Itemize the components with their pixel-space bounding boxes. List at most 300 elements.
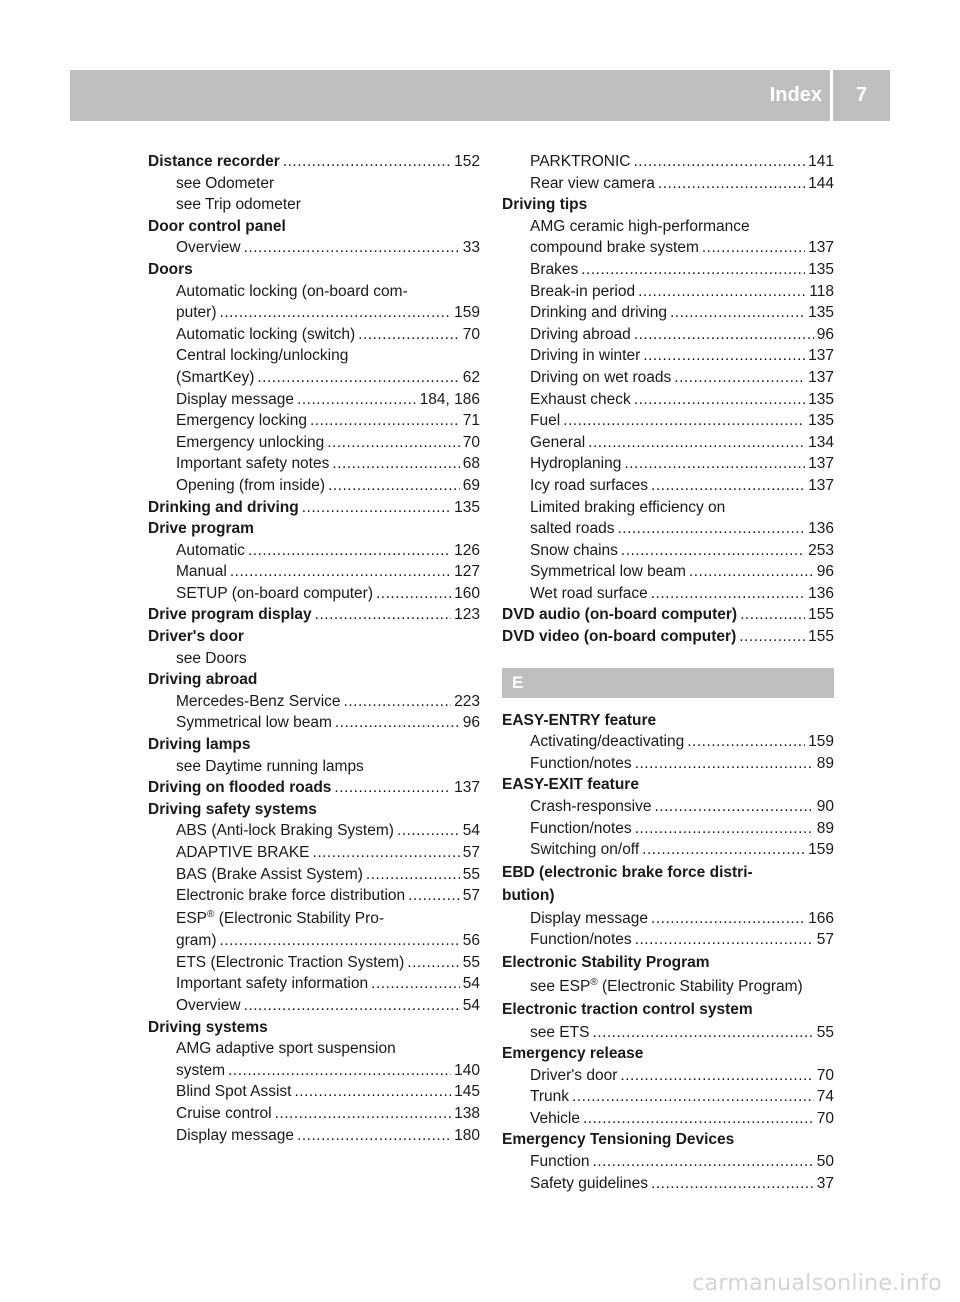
index-subentry <box>502 389 834 411</box>
entry-text: SETUP (on-board computer) <box>176 584 373 602</box>
entry-label <box>530 1173 648 1195</box>
entry-text: compound brake system <box>530 239 699 257</box>
entry-label <box>176 1060 225 1082</box>
index-subentry <box>502 1151 834 1173</box>
index-entry <box>502 626 834 648</box>
registered-mark: ® <box>207 908 215 920</box>
entry-text: Driving lamps <box>148 736 251 754</box>
dot-leader <box>643 345 805 367</box>
entry-text: ETS (Electronic Traction System) <box>176 953 405 971</box>
index-subentry <box>502 561 834 583</box>
entry-label <box>530 1151 589 1173</box>
entry-text: Automatic <box>176 541 245 559</box>
entry-label <box>148 669 257 691</box>
entry-text: EASY-EXIT feature <box>502 776 639 794</box>
entry-label <box>530 518 614 540</box>
entry-text: Trunk <box>530 1088 570 1106</box>
entry-text: Symmetrical low beam <box>530 563 686 581</box>
entry-label <box>148 1017 268 1039</box>
index-subentry <box>148 864 480 886</box>
page-reference: 70 <box>462 433 480 451</box>
index-subentry <box>502 345 834 367</box>
page-reference: 137 <box>808 476 834 494</box>
index-entry <box>502 710 834 732</box>
entry-label <box>148 216 286 238</box>
entry-label <box>530 561 686 583</box>
page-reference: 135 <box>808 390 834 408</box>
dot-leader <box>740 604 805 626</box>
entry-text: Blind Spot Assist <box>176 1083 292 1101</box>
page-reference: 54 <box>462 822 480 840</box>
entry-label <box>176 973 368 995</box>
dot-leader <box>588 432 805 454</box>
index-subentry <box>148 1060 480 1082</box>
page-reference: 37 <box>816 1174 834 1192</box>
entry-text: Function/notes <box>530 931 632 949</box>
entry-text: DVD audio (on-board computer) <box>502 606 738 624</box>
index-subentry <box>502 908 834 930</box>
index-entry <box>502 604 834 626</box>
entry-label <box>176 345 348 367</box>
entry-label <box>148 518 254 540</box>
entry-label <box>176 885 405 907</box>
index-subentry <box>148 324 480 346</box>
entry-text: AMG adaptive sport suspension <box>176 1040 396 1058</box>
page-reference: 54 <box>462 975 480 993</box>
index-subentry <box>148 952 480 974</box>
page-reference: 70 <box>462 325 480 343</box>
dot-leader <box>572 1086 814 1108</box>
entry-text: EBD (electronic brake force distri- <box>502 863 753 881</box>
index-entry <box>502 1129 834 1151</box>
index-subentry <box>502 929 834 951</box>
page-number: 7 <box>855 84 868 106</box>
index-subentry <box>148 820 480 842</box>
page-reference: 135 <box>808 260 834 278</box>
dot-leader <box>635 818 814 840</box>
index-subentry <box>502 975 834 999</box>
index-entry <box>148 259 480 281</box>
dot-leader <box>651 1173 814 1195</box>
entry-text: Function/notes <box>530 819 632 837</box>
index-subentry <box>148 410 480 432</box>
entry-label <box>502 604 737 626</box>
page-reference: 57 <box>462 844 480 861</box>
page-reference: 57 <box>816 931 834 949</box>
index-entry <box>148 734 480 756</box>
entry-text: Electronic traction control system <box>502 1001 753 1018</box>
entry-label <box>530 1022 589 1044</box>
page-reference: 137 <box>808 368 834 386</box>
index-subentry <box>502 518 834 540</box>
index-subentry <box>502 1173 834 1195</box>
entry-label <box>176 842 310 864</box>
entry-text: Display message <box>176 390 295 408</box>
entry-label <box>176 302 217 324</box>
index-subentry <box>502 753 834 775</box>
entry-label <box>530 975 803 999</box>
dot-leader <box>228 1060 451 1082</box>
entry-label <box>176 432 324 454</box>
page-reference: 137 <box>808 239 834 257</box>
entry-label <box>530 367 671 389</box>
entry-text: Safety guidelines <box>530 1174 649 1192</box>
entry-label <box>176 540 245 562</box>
entry-label <box>176 194 301 216</box>
dot-leader <box>638 281 806 303</box>
entry-label <box>530 540 618 562</box>
entry-text: Doors <box>148 260 193 278</box>
index-subentry <box>148 907 480 931</box>
entry-text: DVD video (on-board computer) <box>502 628 737 646</box>
dot-leader <box>310 410 460 432</box>
page-reference: 134 <box>808 433 834 451</box>
section-header <box>502 668 834 698</box>
entry-text: Icy road surfaces <box>530 476 649 494</box>
entry-text: Fuel <box>530 412 561 430</box>
entry-text: Display message <box>530 909 649 927</box>
dot-leader <box>366 864 460 886</box>
index-entry <box>502 998 834 1022</box>
index-subentry <box>502 367 834 389</box>
page-reference: 166 <box>808 909 834 927</box>
entry-text: Drinking and driving <box>530 304 667 322</box>
index-subentry <box>502 259 834 281</box>
index-entry <box>148 216 480 238</box>
entry-label <box>530 1065 617 1087</box>
entry-label <box>530 908 648 930</box>
entry-text-cont: (Electronic Stability Program) <box>597 977 803 995</box>
page-reference: 159 <box>454 304 480 322</box>
entry-label <box>530 324 631 346</box>
dot-leader <box>408 885 460 907</box>
index-subentry <box>148 842 480 864</box>
entry-text: Function/notes <box>530 754 632 772</box>
page-reference: 89 <box>816 819 834 837</box>
page-reference: 145 <box>454 1083 480 1101</box>
entry-text: Hydroplaning <box>530 455 622 473</box>
index-entry <box>502 861 834 885</box>
index-entry <box>502 194 834 216</box>
entry-text: Break-in period <box>530 282 636 300</box>
page-reference: 253 <box>808 541 834 559</box>
entry-label <box>176 1103 272 1125</box>
header-title: Index <box>769 84 822 106</box>
entry-text: Electronic brake force distribution <box>176 887 406 905</box>
entry-label <box>530 497 725 519</box>
dot-leader <box>621 540 805 562</box>
entry-label <box>530 731 684 753</box>
page-reference: 62 <box>462 368 480 386</box>
entry-label <box>530 259 578 281</box>
dot-leader <box>335 712 460 734</box>
dot-leader <box>376 583 451 605</box>
page-reference: 33 <box>462 239 480 257</box>
dot-leader <box>581 259 805 281</box>
index-subentry <box>148 930 480 952</box>
index-subentry <box>148 1081 480 1103</box>
page-reference: 144 <box>808 174 834 192</box>
registered-mark: ® <box>590 976 598 988</box>
page-reference: 96 <box>816 325 834 343</box>
page-reference: 50 <box>816 1153 834 1171</box>
entry-label <box>530 796 651 818</box>
index-subentry <box>502 410 834 432</box>
page-reference: 137 <box>808 347 834 365</box>
entry-text: Driver's door <box>148 628 244 646</box>
entry-label <box>502 998 753 1022</box>
dot-leader <box>670 302 805 324</box>
dot-leader <box>294 1081 451 1103</box>
entry-label <box>148 734 251 756</box>
entry-text: Switching on/off <box>530 841 640 859</box>
index-subentry <box>502 237 834 259</box>
page-reference: 140 <box>454 1061 480 1079</box>
page-reference: 68 <box>462 455 480 473</box>
entry-label <box>176 324 355 346</box>
index-subentry <box>148 432 480 454</box>
index-subentry <box>502 1108 834 1130</box>
page-reference: 141 <box>808 153 834 170</box>
index-entry <box>148 626 480 648</box>
index-entry <box>148 799 480 821</box>
index-subentry <box>502 302 834 324</box>
page-reference: 90 <box>816 798 834 816</box>
dot-leader <box>651 583 805 605</box>
index-subentry <box>148 302 480 324</box>
entry-text: gram) <box>176 932 217 950</box>
entry-label <box>176 864 363 886</box>
dot-leader <box>620 1065 813 1087</box>
entry-text: see Odometer <box>176 174 275 192</box>
index-entry <box>148 604 480 626</box>
entry-text: Overview <box>176 239 241 257</box>
index-subentry <box>148 885 480 907</box>
entry-text: Brakes <box>530 260 579 278</box>
entry-label <box>176 1081 291 1103</box>
page-reference: 138 <box>454 1105 480 1123</box>
entry-text: see ETS <box>530 1023 590 1041</box>
entry-label <box>148 604 312 626</box>
dot-leader <box>244 237 460 259</box>
entry-label <box>176 281 408 303</box>
entry-text: PARKTRONIC <box>530 153 631 170</box>
page-reference: 223 <box>454 692 480 710</box>
entry-label <box>502 1043 643 1065</box>
index-subentry <box>502 839 834 861</box>
entry-label <box>176 952 404 974</box>
dot-leader <box>313 842 460 864</box>
index-subentry <box>502 453 834 475</box>
page-reference: 136 <box>808 520 834 538</box>
index-entry <box>502 951 834 975</box>
entry-text: Drinking and driving <box>148 498 299 516</box>
entry-text: EASY-ENTRY feature <box>502 711 657 729</box>
entry-text: salted roads <box>530 520 615 538</box>
entry-text: Driving safety systems <box>148 800 317 818</box>
entry-label <box>148 799 317 821</box>
dot-leader <box>634 324 814 346</box>
entry-text: Driving abroad <box>148 671 258 689</box>
entry-text: Distance recorder <box>148 153 280 170</box>
page-reference: 159 <box>808 841 834 859</box>
dot-leader <box>634 389 805 411</box>
index-subentry <box>502 796 834 818</box>
entry-text: Vehicle <box>530 1109 580 1127</box>
index-subentry <box>502 216 834 238</box>
entry-label <box>502 884 555 908</box>
page-reference: 96 <box>462 714 480 732</box>
index-subentry <box>148 194 480 216</box>
entry-text: Door control panel <box>148 217 286 235</box>
entry-label <box>530 818 632 840</box>
entry-text: Drive program display <box>148 606 312 624</box>
dot-leader <box>617 518 805 540</box>
entry-text: Electronic Stability Program <box>502 954 710 971</box>
page-reference: 160 <box>454 584 480 602</box>
page-reference: 56 <box>462 932 480 950</box>
dot-leader <box>332 453 459 475</box>
entry-label <box>176 995 241 1017</box>
entry-text: Driving tips <box>502 196 588 214</box>
index-subentry <box>502 1022 834 1044</box>
index-entry <box>148 669 480 691</box>
entry-label <box>148 777 331 799</box>
entry-label <box>530 151 630 173</box>
entry-text: see ESP <box>530 977 591 995</box>
entry-text: Opening (from inside) <box>176 476 326 494</box>
entry-label <box>530 453 621 475</box>
index-entry <box>148 497 480 519</box>
index-subentry <box>148 583 480 605</box>
index-subentry <box>502 540 834 562</box>
entry-text: Symmetrical low beam <box>176 714 332 732</box>
entry-text: Driving on flooded roads <box>148 779 332 797</box>
index-subentry <box>148 237 480 259</box>
dot-leader <box>592 1151 813 1173</box>
index-subentry <box>148 281 480 303</box>
dot-leader <box>702 237 805 259</box>
entry-text: Rear view camera <box>530 174 655 192</box>
entry-label <box>176 930 216 952</box>
index-entry <box>148 777 480 799</box>
entry-text: ABS (Anti-lock Braking System) <box>176 822 394 840</box>
entry-label <box>502 626 736 648</box>
index-subentry <box>148 648 480 670</box>
entry-label <box>176 1038 396 1060</box>
index-subentry <box>148 453 480 475</box>
entry-label <box>176 691 341 713</box>
entry-label <box>176 173 274 195</box>
dot-leader <box>635 929 814 951</box>
dot-leader <box>283 151 451 173</box>
page-reference: 96 <box>816 563 834 581</box>
index-subentry <box>502 475 834 497</box>
entry-label <box>176 389 294 411</box>
entry-text: Automatic locking (switch) <box>176 325 356 343</box>
entry-text: see Daytime running lamps <box>176 757 364 775</box>
dot-leader <box>297 1125 451 1147</box>
dot-leader <box>257 367 459 389</box>
index-subentry <box>502 497 834 519</box>
entry-text: Overview <box>176 997 241 1015</box>
entry-text: Central locking/unlocking <box>176 347 349 365</box>
entry-text: Driving systems <box>148 1018 268 1036</box>
entry-text: bution) <box>502 887 555 905</box>
index-subentry <box>502 583 834 605</box>
index-entry <box>148 1017 480 1039</box>
dot-leader <box>583 1108 814 1130</box>
dot-leader <box>674 367 805 389</box>
page-reference: 159 <box>808 733 834 751</box>
dot-leader <box>220 302 452 324</box>
entry-label <box>148 151 280 173</box>
index-subentry <box>148 540 480 562</box>
entry-label <box>148 497 299 519</box>
entry-label <box>176 561 227 583</box>
dot-leader <box>658 173 805 195</box>
dot-leader <box>275 1103 452 1125</box>
entry-label <box>530 237 699 259</box>
index-subentry <box>148 712 480 734</box>
entry-label <box>176 583 373 605</box>
entry-label <box>530 929 632 951</box>
section-letter: E <box>512 672 524 692</box>
entry-label <box>176 410 307 432</box>
entry-text: puter) <box>176 304 217 322</box>
index-subentry <box>502 1086 834 1108</box>
index-entry <box>502 884 834 908</box>
entry-text: ESP <box>176 909 208 927</box>
entry-text: Exhaust check <box>530 390 631 408</box>
entry-label <box>502 710 656 732</box>
index-subentry <box>148 389 480 411</box>
entry-text: Emergency locking <box>176 412 307 430</box>
entry-text: system <box>176 1061 226 1079</box>
index-subentry <box>148 1038 480 1060</box>
entry-text: Display message <box>176 1126 295 1144</box>
dot-leader <box>739 626 805 648</box>
entry-label <box>176 648 247 670</box>
entry-text: Emergency release <box>502 1045 644 1063</box>
entry-label <box>176 367 254 389</box>
index-subentry <box>148 1125 480 1147</box>
entry-label <box>502 194 587 216</box>
dot-leader <box>327 432 460 454</box>
entry-text: Cruise control <box>176 1105 272 1123</box>
entry-label <box>176 237 241 259</box>
page-reference: 71 <box>462 412 480 430</box>
dot-leader <box>633 151 805 173</box>
index-subentry <box>148 561 480 583</box>
entry-label <box>530 583 648 605</box>
entry-label <box>530 410 560 432</box>
entry-text: Crash-responsive <box>530 798 652 816</box>
entry-text: Activating/deactivating <box>530 733 685 751</box>
entry-text: ADAPTIVE BRAKE <box>176 844 310 861</box>
entry-text: Emergency Tensioning Devices <box>502 1131 735 1149</box>
index-subentry <box>148 345 480 367</box>
entry-text: Driving abroad <box>530 325 631 343</box>
entry-text: Drive program <box>148 520 254 538</box>
index-column-left <box>148 151 480 1146</box>
dot-leader <box>248 540 451 562</box>
entry-label <box>148 259 193 281</box>
entry-label <box>530 173 655 195</box>
index-entry <box>148 518 480 540</box>
page-reference: 126 <box>454 541 480 559</box>
entry-label <box>530 302 667 324</box>
